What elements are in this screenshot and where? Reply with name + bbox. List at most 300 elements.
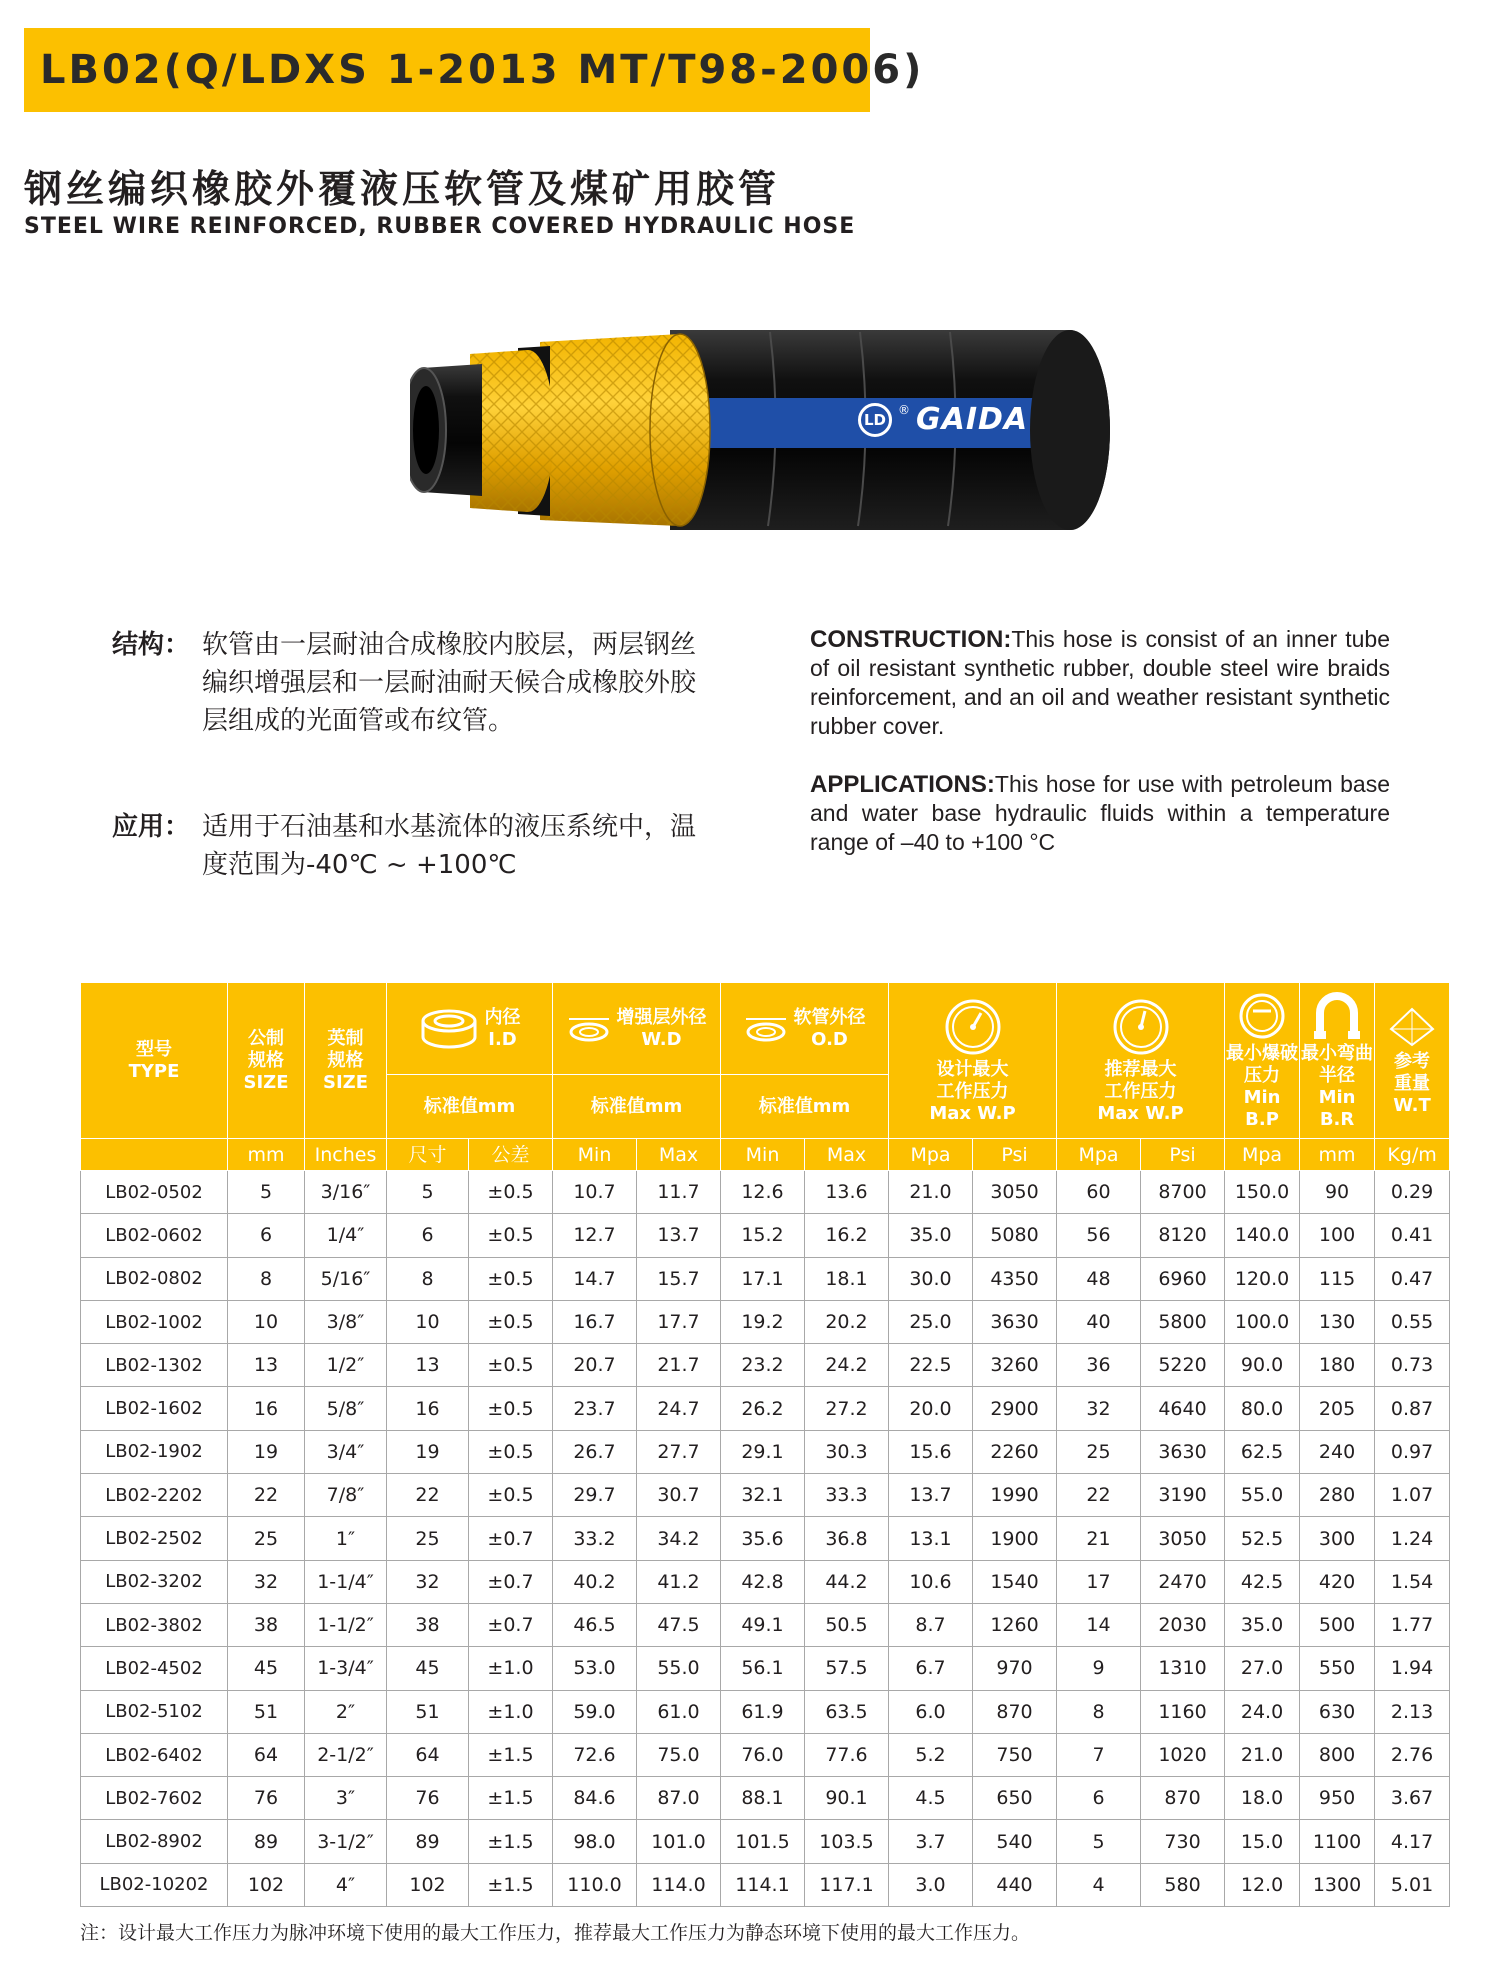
table-cell: 420 — [1300, 1560, 1375, 1603]
table-cell: 440 — [973, 1863, 1057, 1906]
type-cell: LB02-0802 — [81, 1257, 228, 1300]
table-row — [81, 1820, 1450, 1863]
table-cell: 90.0 — [1225, 1344, 1300, 1387]
table-cell: ±0.5 — [469, 1430, 553, 1473]
header-burst-l4: B.P — [1245, 1108, 1279, 1130]
table-cell: ±0.7 — [469, 1517, 553, 1560]
type-cell: LB02-1602 — [81, 1387, 228, 1430]
type-cell: LB02-0502 — [81, 1171, 228, 1214]
table-cell: 6 — [228, 1214, 305, 1257]
table-cell: 117.1 — [805, 1863, 889, 1906]
table-row — [81, 1257, 1450, 1300]
table-cell: 10.6 — [889, 1560, 973, 1603]
table-cell: 2″ — [305, 1690, 387, 1733]
unit-cell: mm — [1300, 1139, 1375, 1171]
header-size-imperial — [305, 983, 387, 1139]
table-cell: 20.0 — [889, 1387, 973, 1430]
product-title-en: STEEL WIRE REINFORCED, RUBBER COVERED HYDRAULIC HOSE — [24, 214, 856, 239]
table-cell: 130 — [1300, 1300, 1375, 1343]
table-cell: 21.7 — [637, 1344, 721, 1387]
table-cell: 15.6 — [889, 1430, 973, 1473]
type-cell: LB02-2202 — [81, 1474, 228, 1517]
type-cell: LB02-3202 — [81, 1560, 228, 1603]
table-cell: 61.0 — [637, 1690, 721, 1733]
header-wd-cn: 增强层外径 — [616, 1006, 707, 1028]
unit-cell: Min — [553, 1139, 637, 1171]
table-cell: 950 — [1300, 1777, 1375, 1820]
type-cell: LB02-8902 — [81, 1820, 228, 1863]
table-row — [81, 1474, 1450, 1517]
table-cell: 46.5 — [553, 1603, 637, 1646]
table-cell: 730 — [1141, 1820, 1225, 1863]
table-cell: 3″ — [305, 1777, 387, 1820]
header-bend-l4: B.R — [1319, 1108, 1355, 1130]
table-cell: 17.7 — [637, 1300, 721, 1343]
table-cell: 41.2 — [637, 1560, 721, 1603]
table-cell: 8 — [228, 1257, 305, 1300]
table-cell: ±0.5 — [469, 1474, 553, 1517]
table-cell: 22.5 — [889, 1344, 973, 1387]
table-cell: 5.2 — [889, 1733, 973, 1776]
table-cell: 17.1 — [721, 1257, 805, 1300]
unit-cell: mm — [228, 1139, 305, 1171]
table-cell: 27.0 — [1225, 1647, 1300, 1690]
table-cell: ±0.5 — [469, 1257, 553, 1300]
table-cell: 64 — [228, 1733, 305, 1776]
table-cell: 20.7 — [553, 1344, 637, 1387]
table-row — [81, 1603, 1450, 1646]
table-cell: 19 — [228, 1430, 305, 1473]
type-cell: LB02-4502 — [81, 1647, 228, 1690]
table-cell: 1-1/2″ — [305, 1603, 387, 1646]
table-cell: 76.0 — [721, 1733, 805, 1776]
table-cell: 13.6 — [805, 1171, 889, 1214]
header-bend-l3: Min — [1318, 1086, 1356, 1108]
table-cell: 0.41 — [1375, 1214, 1450, 1257]
spec-table — [80, 982, 1450, 1907]
table-cell: 24.0 — [1225, 1690, 1300, 1733]
table-cell: 35.0 — [889, 1214, 973, 1257]
table-cell: 56 — [1057, 1214, 1141, 1257]
table-cell: 47.5 — [637, 1603, 721, 1646]
table-cell: 1.77 — [1375, 1603, 1450, 1646]
application-cn-text: 适用于石油基和水基流体的液压系统中，温度范围为-40℃ ~ +100℃ — [202, 812, 697, 880]
unit-cell: Psi — [1141, 1139, 1225, 1171]
table-cell: ±1.5 — [469, 1777, 553, 1820]
table-cell: 3050 — [1141, 1517, 1225, 1560]
table-cell: 12.6 — [721, 1171, 805, 1214]
table-cell: 51 — [228, 1690, 305, 1733]
table-cell: ±1.5 — [469, 1863, 553, 1906]
table-cell: 10 — [228, 1300, 305, 1343]
table-cell: 3.67 — [1375, 1777, 1450, 1820]
table-cell: 17 — [1057, 1560, 1141, 1603]
table-row — [81, 1430, 1450, 1473]
unit-cell: Inches — [305, 1139, 387, 1171]
table-cell: 45 — [228, 1647, 305, 1690]
header-size-metric-l2: 规格 — [248, 1049, 284, 1071]
header-size-imperial-l3: SIZE — [322, 1071, 368, 1093]
registered-mark: ® — [898, 402, 910, 417]
header-od-cn: 软管外径 — [793, 1006, 866, 1028]
table-cell: 8700 — [1141, 1171, 1225, 1214]
table-cell: 8.7 — [889, 1603, 973, 1646]
table-cell: 1540 — [973, 1560, 1057, 1603]
table-cell: 5/8″ — [305, 1387, 387, 1430]
table-cell: 16.2 — [805, 1214, 889, 1257]
table-cell: 970 — [973, 1647, 1057, 1690]
table-cell: ±0.5 — [469, 1300, 553, 1343]
table-cell: 3-1/2″ — [305, 1820, 387, 1863]
header-od-en: O.D — [811, 1028, 848, 1050]
unit-cell: Mpa — [1057, 1139, 1141, 1171]
header-size-metric-l3: SIZE — [243, 1071, 289, 1093]
unit-cell: Max — [637, 1139, 721, 1171]
table-row — [81, 1517, 1450, 1560]
table-cell: 1100 — [1300, 1820, 1375, 1863]
table-cell: 3630 — [1141, 1430, 1225, 1473]
header-type — [81, 983, 228, 1139]
table-cell: 26.7 — [553, 1430, 637, 1473]
table-cell: 5220 — [1141, 1344, 1225, 1387]
table-cell: 84.6 — [553, 1777, 637, 1820]
table-cell: 101.0 — [637, 1820, 721, 1863]
application-cn-label: 应用： — [112, 812, 191, 842]
table-cell: 5800 — [1141, 1300, 1225, 1343]
type-cell: LB02-3802 — [81, 1603, 228, 1646]
unit-cell: Min — [721, 1139, 805, 1171]
table-cell: 103.5 — [805, 1820, 889, 1863]
table-cell: 1990 — [973, 1474, 1057, 1517]
table-cell: 32 — [1057, 1387, 1141, 1430]
header-id — [387, 983, 553, 1075]
table-cell: 75.0 — [637, 1733, 721, 1776]
table-cell: 2030 — [1141, 1603, 1225, 1646]
header-burst-l1: 最小爆破 — [1226, 1042, 1299, 1064]
units-row — [81, 1139, 1450, 1171]
table-cell: 240 — [1300, 1430, 1375, 1473]
table-cell: 4350 — [973, 1257, 1057, 1300]
table-cell: 32.1 — [721, 1474, 805, 1517]
header-design-wp — [889, 983, 1057, 1139]
table-cell: 3/16″ — [305, 1171, 387, 1214]
reinforcement-diameter-icon — [567, 1014, 611, 1044]
table-cell: 11.7 — [637, 1171, 721, 1214]
table-cell: 6.0 — [889, 1690, 973, 1733]
table-cell: 6 — [1057, 1777, 1141, 1820]
table-cell: 16.7 — [553, 1300, 637, 1343]
table-cell: 4.17 — [1375, 1820, 1450, 1863]
table-cell: 550 — [1300, 1647, 1375, 1690]
table-cell: 2.13 — [1375, 1690, 1450, 1733]
table-cell: 88.1 — [721, 1777, 805, 1820]
table-cell: ±1.5 — [469, 1820, 553, 1863]
table-cell: 38 — [387, 1603, 469, 1646]
application-en — [810, 770, 1390, 857]
header-recommended-wp-l1: 推荐最大 — [1104, 1058, 1177, 1080]
table-cell: 0.47 — [1375, 1257, 1450, 1300]
bend-radius-icon — [1312, 991, 1362, 1041]
table-cell: 0.29 — [1375, 1171, 1450, 1214]
table-cell: ±1.0 — [469, 1647, 553, 1690]
table-cell: ±0.5 — [469, 1214, 553, 1257]
table-cell: 15.2 — [721, 1214, 805, 1257]
table-cell: 21.0 — [889, 1171, 973, 1214]
type-cell: LB02-10202 — [81, 1863, 228, 1906]
table-cell: ±0.5 — [469, 1344, 553, 1387]
table-cell: 64 — [387, 1733, 469, 1776]
header-wd — [553, 983, 721, 1075]
table-cell: 55.0 — [637, 1647, 721, 1690]
table-cell: 1020 — [1141, 1733, 1225, 1776]
table-cell: 29.1 — [721, 1430, 805, 1473]
table-cell: 205 — [1300, 1387, 1375, 1430]
table-cell: 34.2 — [637, 1517, 721, 1560]
type-cell: LB02-7602 — [81, 1777, 228, 1820]
construction-cn — [112, 626, 712, 740]
table-cell: 2-1/2″ — [305, 1733, 387, 1776]
table-cell: 25 — [387, 1517, 469, 1560]
table-cell: 42.8 — [721, 1560, 805, 1603]
table-cell: 57.5 — [805, 1647, 889, 1690]
table-cell: 5080 — [973, 1214, 1057, 1257]
table-cell: 23.7 — [553, 1387, 637, 1430]
table-cell: 114.1 — [721, 1863, 805, 1906]
table-cell: 3260 — [973, 1344, 1057, 1387]
table-cell: 32 — [228, 1560, 305, 1603]
table-cell: 13.7 — [889, 1474, 973, 1517]
footnote: 注：设计最大工作压力为脉冲环境下使用的最大工作压力，推荐最大工作压力为静态环境下使用的最大工作压力。 — [80, 1922, 1031, 1944]
table-cell: 20.2 — [805, 1300, 889, 1343]
table-cell: ±0.7 — [469, 1560, 553, 1603]
table-cell: 30.0 — [889, 1257, 973, 1300]
table-cell: 5 — [1057, 1820, 1141, 1863]
table-cell: 51 — [387, 1690, 469, 1733]
unit-cell: 尺寸 — [387, 1139, 469, 1171]
brand-name: GAIDA — [916, 402, 1029, 437]
table-cell: 1-3/4″ — [305, 1647, 387, 1690]
table-cell: 13 — [228, 1344, 305, 1387]
header-weight-l1: 参考 — [1394, 1050, 1431, 1072]
table-cell: 80.0 — [1225, 1387, 1300, 1430]
table-cell: 102 — [228, 1863, 305, 1906]
table-cell: 40 — [1057, 1300, 1141, 1343]
table-cell: 23.2 — [721, 1344, 805, 1387]
table-cell: 3190 — [1141, 1474, 1225, 1517]
header-od-standard: 标准值mm — [721, 1075, 889, 1139]
table-row — [81, 1863, 1450, 1906]
table-cell: 9 — [1057, 1647, 1141, 1690]
header-recommended-wp — [1057, 983, 1225, 1139]
type-cell: LB02-1302 — [81, 1344, 228, 1387]
table-cell: 22 — [1057, 1474, 1141, 1517]
table-cell: 12.7 — [553, 1214, 637, 1257]
weight-icon — [1387, 1005, 1437, 1049]
table-cell: 24.7 — [637, 1387, 721, 1430]
table-cell: 580 — [1141, 1863, 1225, 1906]
header-burst-l3: Min — [1243, 1086, 1281, 1108]
table-cell: 72.6 — [553, 1733, 637, 1776]
table-cell: 120.0 — [1225, 1257, 1300, 1300]
unit-cell: Kg/m — [1375, 1139, 1450, 1171]
table-cell: 3630 — [973, 1300, 1057, 1343]
table-cell: 1300 — [1300, 1863, 1375, 1906]
table-cell: 15.7 — [637, 1257, 721, 1300]
table-cell: 3.7 — [889, 1820, 973, 1863]
table-cell: 52.5 — [1225, 1517, 1300, 1560]
header-bend-radius — [1300, 983, 1375, 1139]
burst-gauge-icon — [1237, 991, 1287, 1041]
pressure-gauge-icon — [941, 997, 1005, 1057]
table-cell: 25 — [1057, 1430, 1141, 1473]
header-burst-pressure — [1225, 983, 1300, 1139]
table-cell: 1/2″ — [305, 1344, 387, 1387]
table-cell: 48 — [1057, 1257, 1141, 1300]
table-cell: 33.2 — [553, 1517, 637, 1560]
table-cell: 87.0 — [637, 1777, 721, 1820]
table-cell: 40.2 — [553, 1560, 637, 1603]
table-cell: ±1.0 — [469, 1690, 553, 1733]
table-cell: 1160 — [1141, 1690, 1225, 1733]
table-row — [81, 1300, 1450, 1343]
application-en-label: APPLICATIONS: — [810, 771, 995, 798]
construction-cn-text: 软管由一层耐油合成橡胶内胶层，两层钢丝编织增强层和一层耐油耐天候合成橡胶外胶层组成的光面管或布纹管。 — [202, 630, 697, 736]
table-row — [81, 1560, 1450, 1603]
table-cell: 3050 — [973, 1171, 1057, 1214]
table-cell: 13 — [387, 1344, 469, 1387]
table-cell: 19.2 — [721, 1300, 805, 1343]
table-cell: 32 — [387, 1560, 469, 1603]
table-cell: 0.97 — [1375, 1430, 1450, 1473]
table-cell: 750 — [973, 1733, 1057, 1776]
header-id-standard: 标准值mm — [387, 1075, 553, 1139]
table-cell: ±0.5 — [469, 1171, 553, 1214]
brand-logo-icon: LD — [858, 403, 892, 437]
header-weight — [1375, 983, 1450, 1139]
table-cell: 15.0 — [1225, 1820, 1300, 1863]
spec-table-body — [81, 1171, 1450, 1907]
header-design-wp-l3: Max W.P — [929, 1102, 1016, 1124]
table-cell: 35.0 — [1225, 1603, 1300, 1646]
type-cell: LB02-6402 — [81, 1733, 228, 1776]
type-cell: LB02-5102 — [81, 1690, 228, 1733]
table-cell: 1-1/4″ — [305, 1560, 387, 1603]
unit-cell: Mpa — [889, 1139, 973, 1171]
table-cell: 29.7 — [553, 1474, 637, 1517]
table-cell: 0.73 — [1375, 1344, 1450, 1387]
table-cell: 1900 — [973, 1517, 1057, 1560]
table-cell: 38 — [228, 1603, 305, 1646]
table-cell: 19 — [387, 1430, 469, 1473]
table-cell: 62.5 — [1225, 1430, 1300, 1473]
table-cell: 140.0 — [1225, 1214, 1300, 1257]
header-design-wp-l1: 设计最大 — [936, 1058, 1009, 1080]
header-wd-standard: 标准值mm — [553, 1075, 721, 1139]
table-cell: 76 — [228, 1777, 305, 1820]
table-cell: 800 — [1300, 1733, 1375, 1776]
table-cell: ±0.5 — [469, 1387, 553, 1430]
table-cell: 26.2 — [721, 1387, 805, 1430]
table-cell: 77.6 — [805, 1733, 889, 1776]
table-cell: 36 — [1057, 1344, 1141, 1387]
table-cell: 12.0 — [1225, 1863, 1300, 1906]
table-cell: 30.7 — [637, 1474, 721, 1517]
table-cell: ±1.5 — [469, 1733, 553, 1776]
table-cell: 5 — [228, 1171, 305, 1214]
table-cell: 8 — [1057, 1690, 1141, 1733]
table-cell: 36.8 — [805, 1517, 889, 1560]
table-cell: 2.76 — [1375, 1733, 1450, 1776]
table-cell: 35.6 — [721, 1517, 805, 1560]
table-cell: 1.94 — [1375, 1647, 1450, 1690]
type-cell: LB02-1902 — [81, 1430, 228, 1473]
table-cell: 4.5 — [889, 1777, 973, 1820]
table-cell: 27.2 — [805, 1387, 889, 1430]
table-cell: 30.3 — [805, 1430, 889, 1473]
table-cell: 49.1 — [721, 1603, 805, 1646]
table-cell: 25 — [228, 1517, 305, 1560]
table-cell: 63.5 — [805, 1690, 889, 1733]
table-cell: 89 — [387, 1820, 469, 1863]
table-row — [81, 1214, 1450, 1257]
inner-diameter-icon — [419, 1007, 479, 1051]
table-cell: 0.87 — [1375, 1387, 1450, 1430]
table-cell: 24.2 — [805, 1344, 889, 1387]
table-cell: 18.1 — [805, 1257, 889, 1300]
table-cell: 61.9 — [721, 1690, 805, 1733]
table-cell: 114.0 — [637, 1863, 721, 1906]
header-size-metric — [228, 983, 305, 1139]
model-title-banner — [24, 28, 925, 112]
header-burst-l2: 压力 — [1244, 1064, 1281, 1086]
table-cell: 22 — [387, 1474, 469, 1517]
table-cell: 45 — [387, 1647, 469, 1690]
table-cell: 21 — [1057, 1517, 1141, 1560]
table-cell: 2470 — [1141, 1560, 1225, 1603]
table-cell: 4 — [1057, 1863, 1141, 1906]
type-cell: LB02-1002 — [81, 1300, 228, 1343]
table-cell: 6 — [387, 1214, 469, 1257]
header-size-metric-l1: 公制 — [248, 1027, 284, 1049]
table-cell: 2900 — [973, 1387, 1057, 1430]
table-cell: 115 — [1300, 1257, 1375, 1300]
unit-cell: Mpa — [1225, 1139, 1300, 1171]
table-cell: 89 — [228, 1820, 305, 1863]
header-size-imperial-l2: 规格 — [327, 1049, 364, 1071]
construction-en — [810, 625, 1390, 741]
table-cell: 98.0 — [553, 1820, 637, 1863]
table-row — [81, 1777, 1450, 1820]
table-cell: 5/16″ — [305, 1257, 387, 1300]
pressure-gauge-icon — [1109, 997, 1173, 1057]
header-id-cn: 内径 — [484, 1006, 521, 1028]
table-cell: 76 — [387, 1777, 469, 1820]
table-cell: 2260 — [973, 1430, 1057, 1473]
brand-logo — [858, 402, 1028, 437]
table-cell: 101.5 — [721, 1820, 805, 1863]
header-wd-en: W.D — [641, 1028, 682, 1050]
table-cell: 50.5 — [805, 1603, 889, 1646]
header-size-imperial-l1: 英制 — [327, 1027, 364, 1049]
table-cell: 42.5 — [1225, 1560, 1300, 1603]
table-cell: 300 — [1300, 1517, 1375, 1560]
table-cell: 100.0 — [1225, 1300, 1300, 1343]
model-title: LB02(Q/LDXS 1-2013 MT/T98-2006) — [40, 47, 925, 93]
table-cell: 13.7 — [637, 1214, 721, 1257]
table-row — [81, 1171, 1450, 1214]
application-cn — [112, 808, 712, 884]
construction-en-text: This hose is consist of an inner tube of oil resistant synthetic rubber, double steel wire braids reinforcement, and an oil and weather resistant synthetic rubber cover. — [810, 626, 1390, 739]
